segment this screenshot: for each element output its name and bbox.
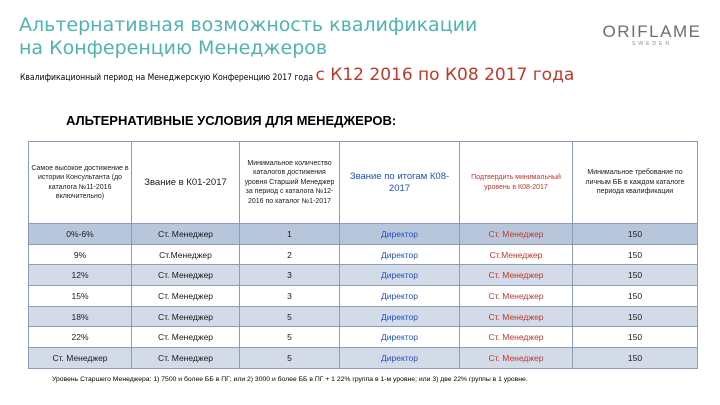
cell-confirm-level: Ст. Менеджер (460, 286, 573, 307)
cell-min-catalogs: 2 (240, 244, 340, 265)
table-row (29, 224, 698, 245)
cell-confirm-level: Ст. Менеджер (460, 265, 573, 286)
cell-title-k08: Директор (340, 286, 460, 307)
header-confirm-level: Подтвердить минимальный уровень в К08-2017 (460, 142, 573, 224)
cell-achievement: Ст. Менеджер (29, 348, 132, 369)
header-highest-achievement: Самое высокое достижение в истории Консультанта (до каталога №11-2016 включительно) (29, 142, 132, 224)
title-line-1: Альтернативная возможность квалификации (19, 14, 478, 36)
table-row (29, 327, 698, 348)
table-row (29, 286, 698, 307)
cell-title-k01: Ст. Менеджер (132, 306, 240, 327)
cell-achievement: 15% (29, 286, 132, 307)
header-title-k08: Звание по итогам К08-2017 (340, 142, 460, 224)
page-title (19, 14, 539, 60)
cell-min-bb: 150 (573, 348, 698, 369)
cell-min-bb: 150 (573, 286, 698, 307)
period-description: Квалификационный период на Менеджерскую Конференцию 2017 года (20, 73, 316, 83)
period-range: с К12 2016 по К08 2017 года (315, 65, 575, 85)
conditions-table (28, 141, 698, 369)
cell-title-k08: Директор (340, 348, 460, 369)
footnote: Уровень Старшего Менеджера: 1) 7500 и более ББ в ПГ; или 2) 3000 и более ББ в ПГ + 1 22% группа в 1-м уровне; или 3) две 22% группы в 1 уровне. (52, 376, 528, 383)
cell-title-k01: Ст. Менеджер (132, 327, 240, 348)
cell-min-bb: 150 (573, 327, 698, 348)
logo-subtitle: SWEDEN (632, 41, 672, 47)
logo-wordmark: ORIFLAME (602, 22, 702, 41)
table-row (29, 265, 698, 286)
cell-title-k01: Ст.Менеджер (132, 244, 240, 265)
cell-achievement: 18% (29, 306, 132, 327)
header-min-catalogs: Минимальное количество каталогов достижения уровня Старший Менеджер за период с каталога №12-2016 по каталог №1-2017 (240, 142, 340, 224)
cell-min-catalogs: 5 (240, 327, 340, 348)
cell-min-catalogs: 3 (240, 265, 340, 286)
cell-confirm-level: Ст.Менеджер (460, 244, 573, 265)
cell-title-k08: Директор (340, 327, 460, 348)
cell-title-k08: Директор (340, 224, 460, 245)
header-min-personal-bb: Минимальное требование по личным ББ в каждом каталоге периода квалификации (573, 142, 698, 224)
cell-title-k01: Ст. Менеджер (132, 224, 240, 245)
cell-achievement: 22% (29, 327, 132, 348)
cell-min-bb: 150 (573, 244, 698, 265)
cell-confirm-level: Ст. Менеджер (460, 306, 573, 327)
table-row (29, 306, 698, 327)
table-header-row (29, 142, 698, 224)
oriflame-logo (602, 22, 702, 47)
cell-min-bb: 150 (573, 224, 698, 245)
table-row (29, 244, 698, 265)
cell-confirm-level: Ст. Менеджер (460, 327, 573, 348)
cell-title-k08: Директор (340, 306, 460, 327)
cell-min-catalogs: 3 (240, 286, 340, 307)
cell-min-catalogs: 5 (240, 306, 340, 327)
table-row (29, 348, 698, 369)
cell-achievement: 9% (29, 244, 132, 265)
cell-confirm-level: Ст. Менеджер (460, 224, 573, 245)
cell-achievement: 12% (29, 265, 132, 286)
cell-min-bb: 150 (573, 265, 698, 286)
cell-title-k08: Директор (340, 265, 460, 286)
qualification-period (20, 64, 580, 89)
cell-title-k01: Ст. Менеджер (132, 286, 240, 307)
cell-title-k01: Ст. Менеджер (132, 265, 240, 286)
conditions-heading: АЛЬТЕРНАТИВНЫЕ УСЛОВИЯ ДЛЯ МЕНЕДЖЕРОВ: (66, 113, 397, 128)
cell-confirm-level: Ст. Менеджер (460, 348, 573, 369)
header-title-k01: Звание в К01-2017 (132, 142, 240, 224)
cell-min-bb: 150 (573, 306, 698, 327)
cell-min-catalogs: 1 (240, 224, 340, 245)
cell-title-k08: Директор (340, 244, 460, 265)
cell-achievement: 0%-6% (29, 224, 132, 245)
cell-title-k01: Ст. Менеджер (132, 348, 240, 369)
cell-min-catalogs: 5 (240, 348, 340, 369)
title-line-2: на Конференцию Менеджеров (19, 37, 328, 59)
